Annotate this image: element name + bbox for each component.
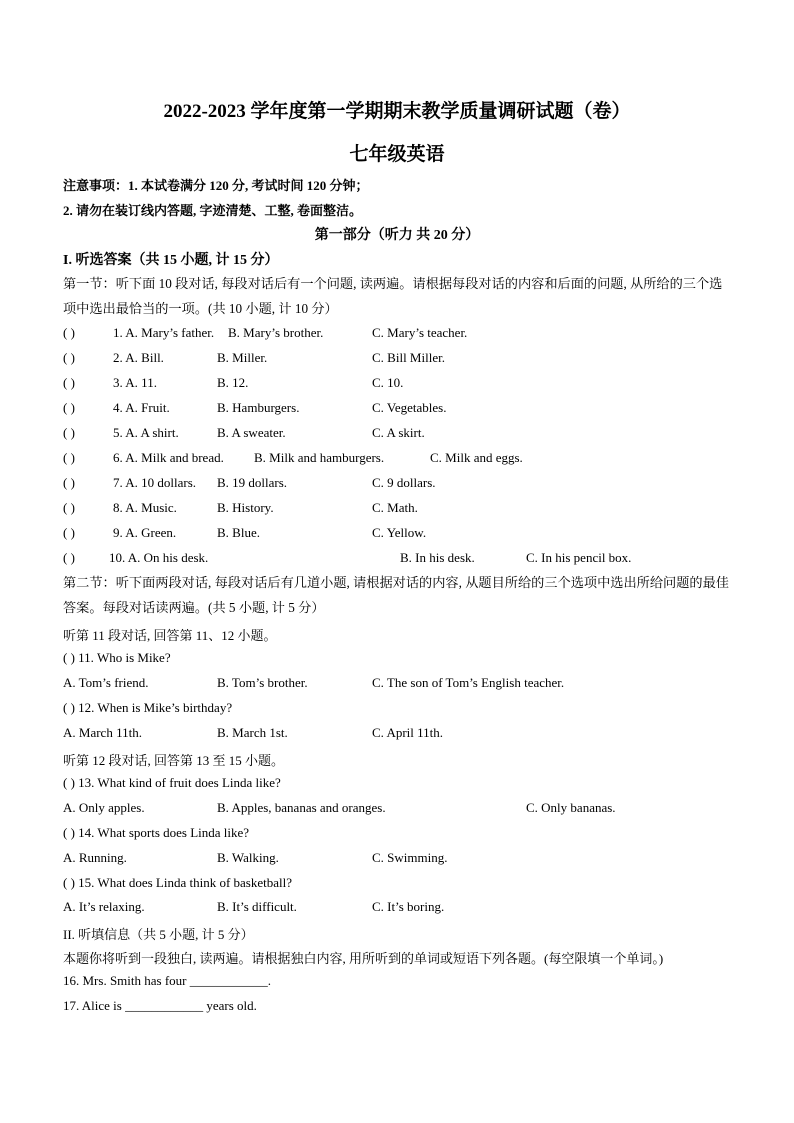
question-15-stem: ( ) 15. What does Linda think of basketball? xyxy=(63,875,293,890)
exam-subtitle: 七年级英语 xyxy=(349,144,445,165)
option-b: B. 12. xyxy=(217,375,249,390)
option-c: C. Swimming. xyxy=(372,850,448,865)
option-a: 7. A. 10 dollars. xyxy=(113,475,197,490)
option-a: A. Only apples. xyxy=(63,800,145,815)
notes-line-2: 2. 请勿在装订线内答题, 字迹清楚、工整, 卷面整洁。 xyxy=(63,203,363,218)
option-a: 9. A. Green. xyxy=(113,525,177,540)
dialog-12-intro: 听第 12 段对话, 回答第 13 至 15 小题。 xyxy=(63,753,285,768)
option-b: B. In his desk. xyxy=(400,550,475,565)
question-row xyxy=(63,350,743,368)
option-b: B. History. xyxy=(217,500,274,515)
question-row xyxy=(63,375,743,393)
section2-heading: II. 听填信息（共 5 小题, 计 5 分） xyxy=(63,927,254,942)
answer-bracket[interactable]: ( ) xyxy=(63,325,75,340)
option-c: C. It’s boring. xyxy=(372,899,445,914)
option-c: C. Mary’s teacher. xyxy=(372,325,468,340)
option-c: C. Bill Miller. xyxy=(372,350,445,365)
question-11-options xyxy=(63,675,743,693)
option-b: B. Milk and hamburgers. xyxy=(254,450,385,465)
answer-bracket[interactable]: ( ) xyxy=(63,400,75,415)
option-b: B. Tom’s brother. xyxy=(217,675,308,690)
answer-bracket[interactable]: ( ) xyxy=(63,550,75,565)
question-17: 17. Alice is ____________ years old. xyxy=(63,998,257,1013)
option-b: B. A sweater. xyxy=(217,425,286,440)
option-a: A. March 11th. xyxy=(63,725,142,740)
subsection1-intro: 第一节：听下面 10 段对话, 每段对话后有一个问题, 读两遍。请根据每段对话的内容和后面的问题, 从所给的三个选项中选出最恰当的一项。(共 10 小题, 计 10 分） xyxy=(63,276,723,316)
answer-bracket[interactable]: ( ) xyxy=(63,475,75,490)
question-row xyxy=(63,450,743,468)
option-b: B. It’s difficult. xyxy=(217,899,297,914)
question-13-stem: ( ) 13. What kind of fruit does Linda like? xyxy=(63,775,281,790)
question-row xyxy=(63,525,743,543)
answer-bracket[interactable]: ( ) xyxy=(63,425,75,440)
option-b: B. Apples, bananas and oranges. xyxy=(217,800,386,815)
option-a: 4. A. Fruit. xyxy=(113,400,170,415)
option-b: B. Walking. xyxy=(217,850,279,865)
question-16: 16. Mrs. Smith has four ____________. xyxy=(63,973,271,988)
answer-bracket[interactable]: ( ) xyxy=(63,450,75,465)
option-b: B. Miller. xyxy=(217,350,268,365)
question-12-options xyxy=(63,725,743,743)
question-13-options xyxy=(63,800,743,818)
option-a: 1. A. Mary’s father. xyxy=(113,325,215,340)
option-c: C. The son of Tom’s English teacher. xyxy=(372,675,565,690)
option-c: C. April 11th. xyxy=(372,725,444,740)
option-a: 10. A. On his desk. xyxy=(109,550,209,565)
part1-heading: 第一部分（听力 共 20 分） xyxy=(314,228,480,243)
option-c: C. Milk and eggs. xyxy=(430,450,523,465)
option-a: 2. A. Bill. xyxy=(113,350,164,365)
question-row xyxy=(63,325,743,343)
dialog-11-intro: 听第 11 段对话, 回答第 11、12 小题。 xyxy=(63,628,277,643)
question-row xyxy=(63,425,743,443)
answer-bracket[interactable]: ( ) xyxy=(63,350,75,365)
exam-title: 2022-2023 学年度第一学期期末教学质量调研试题（卷） xyxy=(163,101,631,122)
question-row xyxy=(63,400,743,418)
answer-bracket[interactable]: ( ) xyxy=(63,525,75,540)
option-a: 6. A. Milk and bread. xyxy=(113,450,224,465)
option-b: B. March 1st. xyxy=(217,725,288,740)
option-a: A. Running. xyxy=(63,850,127,865)
answer-bracket[interactable]: ( ) xyxy=(63,375,75,390)
option-a: 5. A. A shirt. xyxy=(113,425,179,440)
notes-line-1: 注意事项：1. 本试卷满分 120 分, 考试时间 120 分钟； xyxy=(63,178,369,193)
option-c: C. Only bananas. xyxy=(526,800,616,815)
option-c: C. 10. xyxy=(372,375,404,390)
option-c: C. Math. xyxy=(372,500,418,515)
question-14-options xyxy=(63,850,743,868)
option-c: C. 9 dollars. xyxy=(372,475,436,490)
option-b: B. Mary’s brother. xyxy=(228,325,324,340)
option-a: 8. A. Music. xyxy=(113,500,177,515)
option-b: B. Hamburgers. xyxy=(217,400,300,415)
option-c: C. Yellow. xyxy=(372,525,427,540)
option-c: C. Vegetables. xyxy=(372,400,447,415)
question-12-stem: ( ) 12. When is Mike’s birthday? xyxy=(63,700,233,715)
option-c: C. In his pencil box. xyxy=(526,550,632,565)
option-b: B. 19 dollars. xyxy=(217,475,288,490)
answer-bracket[interactable]: ( ) xyxy=(63,500,75,515)
question-row xyxy=(63,500,743,518)
question-row xyxy=(63,550,743,568)
option-c: C. A skirt. xyxy=(372,425,425,440)
option-a: A. Tom’s friend. xyxy=(63,675,149,690)
question-14-stem: ( ) 14. What sports does Linda like? xyxy=(63,825,250,840)
section2-intro: 本题你将听到一段独白, 读两遍。请根据独白内容, 用所听到的单词或短语下列各题。(每空限填一个单词。) xyxy=(63,951,664,966)
subsection2-intro: 第二节：听下面两段对话, 每段对话后有几道小题, 请根据对话的内容, 从题目所给的三个选项中选出所给问题的最佳答案。每段对话读两遍。(共 5 小题, 计 5 分） xyxy=(63,575,729,615)
option-a: A. It’s relaxing. xyxy=(63,899,145,914)
question-15-options xyxy=(63,899,743,917)
option-b: B. Blue. xyxy=(217,525,260,540)
option-a: 3. A. 11. xyxy=(113,375,157,390)
question-11-stem: ( ) 11. Who is Mike? xyxy=(63,650,171,665)
section1-heading: I. 听选答案（共 15 小题, 计 15 分） xyxy=(63,253,279,268)
question-row xyxy=(63,475,743,493)
